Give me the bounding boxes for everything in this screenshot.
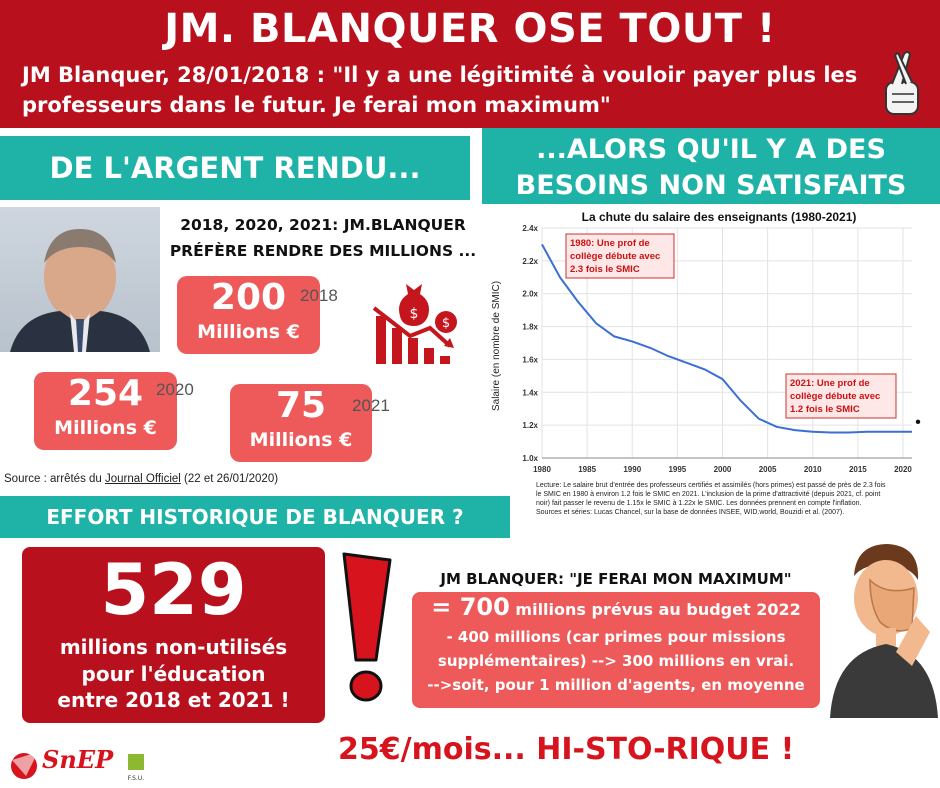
year-2021: 2021 — [352, 396, 390, 415]
quote-line-2: professeurs dans le futur. Je ferai mon maximum" — [22, 93, 611, 117]
chart-ytick-label: 1.8x — [522, 322, 538, 332]
chart-xtick-label: 2010 — [803, 465, 822, 474]
maximum-title: JM BLANQUER: "JE FERAI MON MAXIMUM" — [440, 570, 792, 588]
unit-2021: Millions € — [249, 429, 353, 451]
amount-card-2021 — [230, 384, 372, 462]
chart-note-line-2: le SMIC en 1980 à environ 1.2 fois le SMIC en 2021. L'inclusion de la prime d'attractivité (depuis 2021, cf. point — [536, 491, 881, 498]
chart-xtick-label: 2020 — [894, 465, 912, 474]
chart-ytick-label: 1.4x — [522, 388, 538, 398]
chart-ytick-label: 2.0x — [522, 289, 538, 299]
header-quote — [22, 60, 872, 120]
maximum-line-2: - 400 millions (car primes pour missions — [446, 628, 786, 646]
annotation-1980-line-1: 1980: Une prof de — [570, 238, 650, 249]
effort-banner-text: EFFORT HISTORIQUE DE BLANQUER ? — [46, 505, 464, 529]
conclusion-text: 25€/mois... HI-STO-RIQUE ! — [338, 732, 795, 767]
amount-card-2018 — [177, 276, 320, 354]
refund-heading — [168, 212, 478, 264]
facepalm-illustration — [826, 536, 940, 718]
snep-logo — [4, 736, 154, 784]
chart-ytick-label: 1.2x — [522, 421, 538, 431]
quote-line-1: JM Blanquer, 28/01/2018 : "Il y a une légitimité à vouloir payer plus les — [22, 63, 858, 87]
logo-sub: F.S.U. — [127, 775, 145, 782]
maximum-big: 700 — [459, 593, 510, 621]
svg-text:$: $ — [441, 316, 451, 331]
annotation-1980-line-2: collège débute avec — [570, 251, 661, 262]
right-banner — [482, 128, 940, 204]
chart-xtick-label: 1980 — [533, 465, 551, 474]
source-prefix: Source : arrêtés du — [4, 473, 105, 485]
maximum-line-4: -->soit, pour 1 million d'agents, en moyenne — [427, 676, 805, 694]
unit-2020: Millions € — [54, 417, 157, 439]
chart-ylabel: Salaire (en nombre de SMIC) — [491, 280, 502, 412]
year-2018: 2018 — [300, 286, 338, 305]
svg-text:$: $ — [409, 306, 419, 322]
annotation-1980 — [566, 234, 674, 278]
chart-note-line-3: noir) fait passer le revenu de 1.15x le SMIC à 1.22x le SMIC. Les données prennent en compte l'inflation. — [536, 500, 862, 507]
header-banner — [0, 0, 940, 128]
chart-ytick-label: 1.6x — [522, 355, 538, 365]
unused-line-1: millions non-utilisés — [59, 635, 288, 659]
maximum-line-1-rest: millions prévus au budget 2022 — [509, 600, 801, 619]
page-title: JM. BLANQUER OSE TOUT ! — [164, 6, 776, 52]
chart-xtick-label: 1985 — [578, 465, 597, 474]
chart-note-line-1: Lecture: Le salaire brut d'entrée des professeurs certifiés et assimilés (hors primes) est passé de près de 2.3 fois — [536, 482, 886, 489]
chart-ytick-label: 2.4x — [522, 224, 538, 233]
chart-ytick-label: 1.0x — [522, 454, 538, 463]
annotation-2021-line-2: collège débute avec — [790, 391, 881, 402]
money-decline-icon — [370, 278, 462, 368]
exclamation-icon — [336, 550, 398, 710]
chart-xtick-label: 1990 — [623, 465, 642, 474]
annotation-2021 — [786, 374, 896, 418]
salary-chart — [484, 204, 937, 522]
unit-2018: Millions € — [197, 321, 300, 343]
maximum-eq: = — [431, 593, 460, 621]
maximum-line-3: supplémentaires) --> 300 millions en vrai. — [437, 652, 795, 670]
source-suffix: (22 et 26/01/2020) — [180, 473, 279, 485]
right-banner-line-2: BESOINS NON SATISFAITS — [515, 170, 907, 201]
annotation-1980-line-3: 2.3 fois le SMIC — [570, 264, 640, 275]
annotation-2021-line-3: 1.2 fois le SMIC — [790, 404, 860, 415]
portrait-photo — [0, 207, 160, 352]
refund-heading-line-1: 2018, 2020, 2021: JM.BLANQUER — [180, 216, 466, 234]
chart-xtick-label: 2000 — [713, 465, 732, 474]
chart-note-line-4: Sources et séries: Lucas Chancel, sur la base de données INSEE, WID.world, Bouzidi et al. (2007). — [536, 509, 845, 516]
right-banner-line-1: ...ALORS QU'IL Y A DES — [536, 134, 886, 165]
chart-svg — [484, 204, 937, 522]
source-link[interactable]: Journal Officiel — [105, 473, 181, 485]
unused-number: 529 — [100, 549, 247, 631]
chart-ytick-label: 2.2x — [522, 256, 538, 266]
logo-text: SnEP — [42, 745, 114, 774]
unused-line-3: entre 2018 et 2021 ! — [57, 688, 290, 712]
amount-2018: 200 — [210, 277, 287, 318]
year-2020: 2020 — [156, 380, 194, 399]
source-note — [4, 473, 278, 485]
chart-xtick-label: 2005 — [758, 465, 777, 474]
maximum-line-1 — [412, 592, 820, 625]
crossed-fingers-icon — [878, 48, 928, 120]
refund-heading-line-2: PRÉFÈRE RENDRE DES MILLIONS ... — [169, 242, 477, 260]
left-banner-text: DE L'ARGENT RENDU... — [49, 151, 421, 185]
unused-box — [22, 547, 325, 723]
maximum-box — [412, 592, 820, 708]
chart-title: La chute du salaire des enseignants (1980-2021) — [581, 210, 857, 224]
amount-2020: 254 — [67, 373, 144, 414]
amount-2021: 75 — [275, 385, 327, 426]
chart-endpoint-dot — [916, 420, 920, 424]
left-banner — [0, 136, 470, 200]
annotation-2021-line-1: 2021: Une prof de — [790, 378, 870, 389]
chart-xtick-label: 2015 — [848, 465, 867, 474]
unused-line-2: pour l'éducation — [81, 662, 266, 686]
chart-xtick-label: 1995 — [668, 465, 687, 474]
effort-banner — [0, 496, 510, 538]
